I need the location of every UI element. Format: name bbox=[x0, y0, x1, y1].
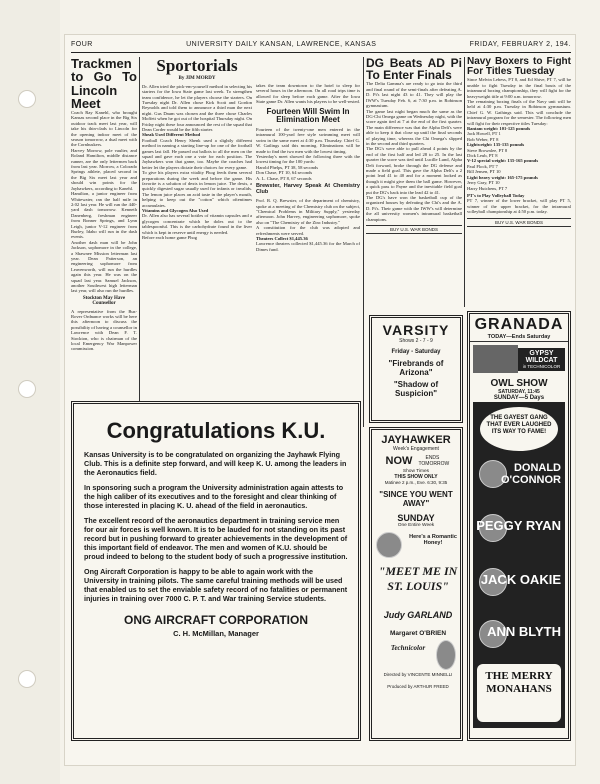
binding-hole bbox=[18, 90, 36, 108]
article-paragraph: A constitution for the club was adopted and refreshments were served. bbox=[256, 225, 360, 236]
ad-paragraph: Ong Aircraft Corporation is happy to be able to again work with the University in training pilots. The same careful training methods will be used that enabled us to set the enviable safety record of no fatalities or permanent injuries in training over 7000 C. P. T. and War training Service students. bbox=[84, 567, 348, 604]
ad-paragraph: Kansas University is to be congratulated on organizing the Jayhawk Flying Club. This is a definite step forward, and will keep K. U. among the leaders in the Aeronautics field. bbox=[84, 450, 347, 478]
article-paragraph: Dr. Allen tried the pick-em-yourself method in selecting his starters for the Iowa State game last week. To strengthen team confidence, he let the players choose the starters. On Tuesday night Dr. Allen chose Kirk Scott and Gordon Reynolds and told them to announce a third man the next night. Gus Daum was chosen and the three chose Charles Moffett when he got out of the hospital Thursday night. On Friday night these four announced the rest of the squad that Dean Corder would be the fifth starter. bbox=[142, 83, 252, 132]
article-paragraph: Another dash man will be John Jackson, sophomore in the college, a Shawnee Mission letterman last year. Dean Patterson, an engineering sophomore from Leavenworth, will run the hurdles again this year. He was on the squad last year. Samuel Jackson, another Southwest high letterman last year, will also run the hurdles. bbox=[71, 239, 137, 294]
stars-photo bbox=[473, 345, 518, 373]
theater-name: JAYHAWKER bbox=[381, 434, 451, 446]
star-name: Judy GARLAND bbox=[383, 610, 453, 620]
film-title: THE MERRY MONAHANS bbox=[477, 664, 561, 722]
ad-paragraph: The excellent record of the aeronautics department in training service men for our air forces is well known. It is to be lauded for not standing on its past record but in pushing forward to greater achievements in the development of this important field of endeavor. The men and women of K.U. should be proud indeed to belong to the student body of such a progressive institution. bbox=[84, 516, 348, 562]
paper-title: UNIVERSITY DAILY KANSAN, LAWRENCE, KANSAS bbox=[186, 41, 377, 48]
article-paragraph: A representative from the Bus-Rover Ordnance works will be here this afternoon to discuss the possibility of having a counsellor in Lawrence with Dean F. T. Stockton, who is chairman of the local Emergency War Manpower commission. bbox=[71, 308, 137, 352]
war-bonds-banner: BUY U.S. WAR BONDS bbox=[467, 218, 571, 227]
sunday-label: SUNDAY bbox=[397, 513, 435, 523]
producer-credit: Produced by ARTHUR FREED bbox=[387, 684, 449, 689]
swim-result: Don Chase, PT 10, 64 seconds bbox=[256, 170, 313, 176]
subheadline: PT's to Play Volleyball Today bbox=[467, 192, 525, 198]
article-paragraph: Fourteen of the twenty-one men entered in the intramural 100-yard free style swimming meet will swim in the same meet at 4:30 p.m. Thursday. Chief G. W. Gatlings said this morning. Eliminations will be made to find the two men with the lowest timing. bbox=[256, 126, 360, 154]
film-title: "Firebrands of Arizona" bbox=[388, 359, 444, 377]
article-paragraph: The DG's have won the basketball cup of the organized houses by defeating the Chi's and the A. D. Pi's. Their game with the IWW's will determine the all university women's intramural basketball champions. bbox=[366, 195, 462, 222]
article-paragraph: takes the team downtown to the hotel to sleep for several hours in the afternoon. On all road trips time is allowed for sleep before each game. After the Iowa State game Dr. Allen wants his players to be well-rested. bbox=[256, 83, 360, 105]
article-paragraph: Lawrence theaters collected $1,445.36 for the March of Dimes fund. bbox=[256, 241, 360, 252]
film-title: "SINCE YOU WENT AWAY" bbox=[379, 490, 453, 508]
subheadline: Theaters Collect $1,445.36 bbox=[256, 236, 308, 242]
article-paragraph: Dr. Allen also has several bottles of vitamin capsules and a glycogen concentrate which he doles out to the tablespoonful. This is the carbohydrate found in the liver which is kept in reserve until energy is needed. bbox=[142, 213, 252, 235]
matinee-times: Matinee 2 p.m., Eve. 6:30, 9:35 bbox=[384, 480, 448, 485]
boxer: Jack Howell, PT 1 bbox=[467, 131, 501, 137]
theater-name: GRANADA bbox=[474, 316, 564, 333]
engagement: One Entire Week bbox=[397, 523, 435, 528]
ong-aircraft-ad bbox=[71, 401, 361, 741]
star-name: PEGGY RYAN bbox=[476, 518, 561, 533]
swim-headline: Fourteen Will Swim In Elimination Meet bbox=[266, 106, 350, 124]
show-times: Show Times bbox=[402, 469, 430, 474]
byline: By JIM MORDY bbox=[178, 76, 216, 82]
newspaper-page bbox=[64, 34, 576, 766]
column-rule bbox=[464, 57, 465, 307]
merry-monahans-poster bbox=[473, 402, 565, 728]
ad-paragraph: In sponsoring such a program the University administration again attests to the high caliber of its executives and to the foresight and clear thinking of those interested in placing K. U. ahead of the field in aeronautics. bbox=[84, 483, 344, 511]
article-paragraph: Harvey Morrow, pole vaulter, and Roland Hamilton, middle distance runner, are the only lettermen back from last year. Morrow, a Colorado Springs athlete, placed second in the Big Six meet last year and should win points for the Jayhawkers, according to Kanehl. bbox=[71, 147, 137, 191]
binding-hole bbox=[18, 380, 36, 398]
today-label: TODAY—Ends Saturday bbox=[470, 334, 568, 342]
masthead bbox=[71, 41, 571, 51]
swim-result: A. L. Chase, PT 8, 67 seconds bbox=[256, 175, 312, 181]
track-article bbox=[71, 57, 137, 427]
subheadline: Stockton May Have Counsellor bbox=[82, 295, 126, 307]
film-title: "Shadow of Suspicion" bbox=[393, 380, 439, 398]
meet-me-poster bbox=[372, 532, 460, 702]
article-paragraph: Yesterday's meet showed the following three with the lowest timing for the 100 yards: bbox=[256, 153, 360, 165]
ends-label: ENDS TOMORROW bbox=[418, 455, 450, 467]
owl-show-label: OWL SHOW bbox=[490, 378, 548, 389]
boxer: Paul Flock, PT 7 bbox=[467, 163, 498, 169]
jayhawker-theater-ad bbox=[369, 427, 463, 741]
article-paragraph: Football Coach Henry Shenk used a slightly different method in naming a starting line-up for one of the football games last fall. He passed out ballots to all the men on the squad and gave each one a vote for each position. The Jayhawkers won that game, too. Maybe the coaches had better let the players dictate their choices for every game. bbox=[142, 137, 252, 170]
engagement: Week's Engagement bbox=[393, 446, 439, 452]
granada-theater-ad bbox=[467, 311, 571, 741]
article-paragraph: The remaining boxing finals of the Navy unit will be held at 4:30 p.m. Tuesday in Robinson gymnasium. Chief G. W. Gathings said. This will conclude the intramural program for the semester. The following men will fight for their respective titles Tuesday: bbox=[467, 99, 571, 126]
ad-manager: C. H. McMillan, Manager bbox=[173, 629, 259, 639]
star-name: Margaret O'BRIEN bbox=[389, 630, 447, 637]
page-number: FOUR bbox=[71, 41, 93, 48]
article-paragraph: Since Melvin Lebess, PT 8, and Ed Shive, PT 7, will be unable to fight Tuesday in the final bouts of the intramural boxing championship, they will fight for the heavyweight title at 9:00 a.m. tomorrow. bbox=[467, 77, 571, 99]
page-binding bbox=[0, 0, 60, 784]
track-headline: Trackmen to Go To Lincoln Meet bbox=[71, 57, 137, 111]
dg-headline: DG Beats AD Pi To Enter Finals bbox=[366, 57, 462, 83]
article-paragraph: Coach Ray Kanehl, who brought Kansas second place in the Big Six outdoor track meet last year, will take his thin-clads to Lincoln for the opening indoor meet of the season tomorrow, a dual meet with the Cornhuskers. bbox=[71, 110, 137, 148]
masthead-rule bbox=[71, 52, 571, 53]
navy-boxers-article bbox=[467, 57, 571, 307]
article-paragraph: Hamilton, a junior engineer from Whitewater, ran the half mile in 2:02 last year. He will run the 440-yard dash tomorrow. Kenneth Danenberg, freshman engineer from Bonner Springs, and Lynn Leigh, junior V-12 engineer from Burley, Idaho will run in the dash events. bbox=[71, 191, 137, 240]
issue-date: FRIDAY, FEBRUARY 2, 194. bbox=[469, 41, 571, 48]
show-days: Friday - Saturday bbox=[391, 349, 441, 355]
tagline-bubble: THE GAYEST GANG THAT EVER LAUGHED ITS WAY TO FAME! bbox=[480, 407, 558, 451]
film-title: GYPSY WILDCAT bbox=[525, 349, 558, 364]
boxer: Jerry Gray, PT 10 bbox=[467, 180, 500, 186]
boxer: Dick Leub, PT 8 bbox=[467, 153, 498, 159]
war-bonds-banner: BUY U.S. WAR BONDS bbox=[366, 225, 462, 234]
chemistry-headline: Brewster, Harvey Speak At Chemistry Club bbox=[256, 183, 360, 195]
navy-headline: Navy Boxers to Fight For Titles Tuesday bbox=[467, 57, 571, 78]
now-label: NOW bbox=[385, 455, 413, 467]
boxer: Steve Brownlee, PT 8 bbox=[467, 147, 508, 153]
column-rule bbox=[363, 57, 364, 427]
subheadline: Sheak Used Different Method bbox=[142, 132, 201, 138]
ad-company: ONG AIRCRAFT CORPORATION bbox=[124, 613, 308, 628]
article-paragraph: Prof. R. Q. Brewster, of the department of chemistry, spoke at a meeting of the Chemistry club on the subject, "Chemical Problems in Military Supply," yesterday afternoon. John Harvey, engineering sophomore, spoke also on "The Chemistry of the Zinc Industry." bbox=[256, 198, 360, 225]
subheadline: Vitamins and Glycogen Also Used bbox=[142, 208, 209, 214]
varsity-theater-ad bbox=[369, 315, 463, 423]
gypsy-wildcat-title bbox=[518, 348, 565, 371]
dg-article bbox=[366, 57, 462, 347]
article-paragraph: Before each home game Phog bbox=[142, 235, 198, 241]
column-rule bbox=[139, 57, 140, 427]
boxer: Bob Weber, PT 8 bbox=[467, 136, 499, 142]
director-credit: Directed by VINCENTE MINNELLI bbox=[383, 672, 453, 677]
star-name: DONALD O'CONNOR bbox=[500, 462, 561, 486]
star-name: JACK OAKIE bbox=[480, 572, 561, 587]
actress-portrait bbox=[376, 532, 402, 558]
article-paragraph: The game last night began much the same as the DG-Chi Omega game on Wednesday night, with the score again tied at 7 at the end of the first quarter. The main difference was that the Alpha Deli's were able to keep it that close up until the final seconds of playing time, whereas the Chi Omega's slipped in the second and third quarters. bbox=[366, 108, 462, 146]
binding-hole bbox=[18, 670, 36, 688]
article-paragraph: The DG's were able to pull ahead 4 points by the end of the first half and led 28 to 25. In the last quarter the score was tied until Lucille Lund, Alpha Delt forward, broke through the DG defense and made a field goal. This gave the Alpha Delt's a 2 point lead 41 to 40 and for a moment looked as though it might give them the ball game. However, a quick pass to Payne and the inevitable field goal put the DG's back into the lead 42 to 41. bbox=[366, 146, 462, 195]
film-title: "MEET ME IN ST. LOUIS" bbox=[378, 564, 458, 593]
technicolor-label: in TECHNICOLOR bbox=[522, 363, 561, 369]
showtimes: Shows 2 - 7 - 9 bbox=[399, 338, 433, 344]
weight-class: Lightweight: 135-135 pounds bbox=[467, 142, 525, 148]
owl-show-time: SATURDAY, 11:45 bbox=[498, 389, 540, 395]
star-name: ANN BLYTH bbox=[487, 624, 561, 639]
theater-name: VARSITY bbox=[382, 322, 450, 338]
sportorials-headline: Sportorials bbox=[156, 57, 238, 75]
weight-class: V-12 special weight: 135-165 pounds bbox=[467, 158, 539, 164]
weight-class: Bantam weight: 101-125 pounds bbox=[467, 126, 531, 132]
article-paragraph: PT 7, winner of the lower bracket, will play PT 5, winner of the upper bracket, for the intramural volleyball championship at 4:50 p.m. today. bbox=[467, 198, 571, 215]
sunday-label: SUNDAY—5 Days bbox=[493, 395, 545, 401]
swim-article bbox=[256, 83, 360, 427]
tagline: Here's a Romantic Honey! bbox=[409, 534, 457, 546]
swim-result: Harold Phelps, PT 38, 58 seconds bbox=[256, 164, 319, 170]
article-paragraph: The Delta Gamma's are ready to go into the third and final round of the semi-finals after defeating A. D. Pi's last night 43 to 41. They will play the IWW's Tuesday Feb. 6, at 7:30 p.m. in Robinson gymnasium. bbox=[366, 81, 462, 109]
article-paragraph: To give his players extra vitality Phog feeds them several preparations during the week and before the game. His favorite is a solution of dexts in lemon juice. The dexts, a quickly digested sugar usually used for infants or invalids. The lemon juice places an acid taste in the player's mouth, helping to keep out the "cotton" which oftentimes accumulates. bbox=[142, 170, 252, 208]
sportorials-article bbox=[142, 57, 252, 427]
actor-portrait bbox=[436, 640, 456, 670]
weight-class: Light heavy weight: 165-175 pounds bbox=[467, 174, 538, 180]
boxer: Harry Hutchens, PT 7 bbox=[467, 185, 508, 191]
ad-headline: Congratulations K.U. bbox=[106, 418, 326, 443]
show-only: THIS SHOW ONLY bbox=[394, 474, 438, 480]
boxer: Bill Jensen, PT 10 bbox=[467, 169, 501, 175]
technicolor-logo: Technicolor bbox=[390, 644, 426, 652]
